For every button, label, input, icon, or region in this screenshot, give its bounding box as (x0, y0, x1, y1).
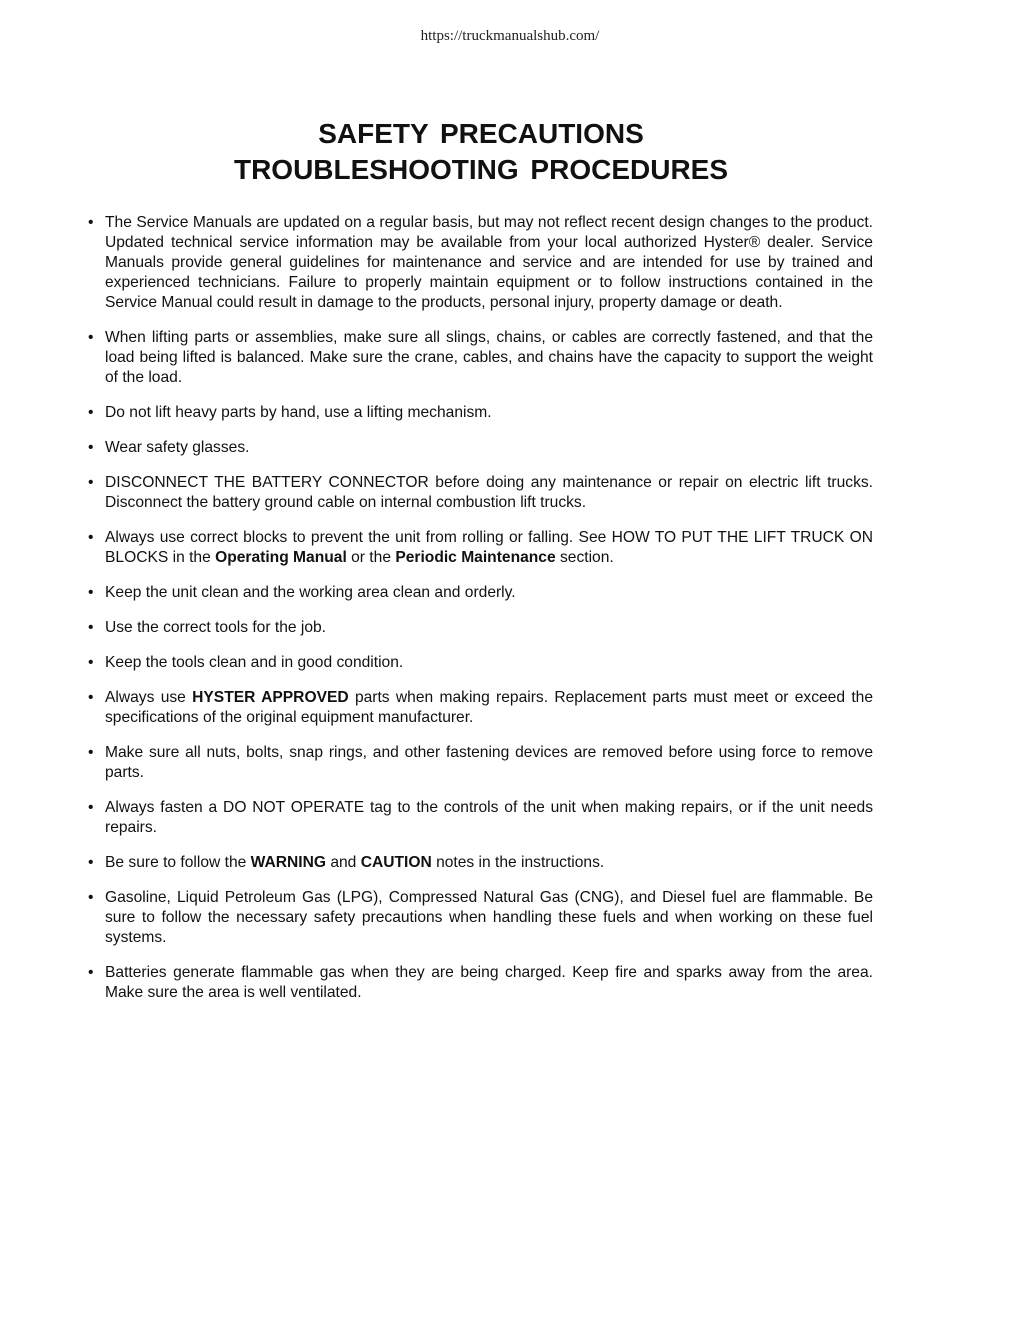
list-item-correct-tools (88, 618, 873, 638)
caution-emphasis: CAUTION (360, 854, 432, 871)
bullet-icon: • (88, 529, 94, 546)
list-item-lifting-mechanism (88, 403, 873, 423)
list-item-text: Do not lift heavy parts by hand, use a lifting mechanism. (105, 404, 492, 421)
source-url: https://truckmanualshub.com/ (420, 28, 600, 44)
bullet-icon: • (88, 439, 94, 456)
text-run: notes in the instructions. (431, 854, 605, 871)
list-item-text: Batteries generate flammable gas when they are being charged. Keep fire and sparks away from the area. Make sure the area is well ventilated. (105, 964, 873, 1001)
list-item-fasteners (88, 743, 873, 783)
list-item-clean-tools (88, 653, 873, 673)
list-item-do-not-operate-tag (88, 798, 873, 838)
operating-manual-reference: Operating Manual (215, 549, 347, 566)
text-run: section. (555, 549, 614, 566)
safety-precautions-list (88, 213, 873, 1018)
text-run: Always use correct blocks to prevent the unit from rolling or falling. See HOW TO PUT THE LIFT TRUCK ON BLOCKS in the (105, 529, 873, 566)
warning-emphasis: WARNING (250, 854, 326, 871)
list-item-text: Always fasten a DO NOT OPERATE tag to the controls of the unit when making repairs, or if the unit needs repairs. (105, 799, 873, 836)
bullet-icon: • (88, 889, 94, 906)
list-item-blocks (88, 528, 873, 568)
list-item-text: Keep the unit clean and the working area clean and orderly. (105, 584, 516, 601)
bullet-icon: • (88, 654, 94, 671)
text-run: parts when making repairs. Replacement parts must meet or exceed the specifications of the original equipment manufacturer. (105, 689, 873, 726)
bullet-icon: • (88, 474, 94, 491)
list-item-approved-parts (88, 688, 873, 728)
list-item-flammable-fuels (88, 888, 873, 948)
list-item-text (105, 529, 873, 566)
title-line-1: SAFETY PRECAUTIONS (318, 118, 644, 149)
bullet-icon: • (88, 854, 94, 871)
list-item-text: DISCONNECT THE BATTERY CONNECTOR before doing any maintenance or repair on electric lift trucks. Disconnect the battery ground cable on internal combustion lift trucks. (105, 474, 873, 511)
list-item-text (105, 689, 873, 726)
text-run: Always use (105, 689, 193, 706)
list-item-text: Gasoline, Liquid Petroleum Gas (LPG), Compressed Natural Gas (CNG), and Diesel fuel are flammable. Be sure to follow the necessary safety precautions when handling these fuels and when working on these fuel systems. (105, 889, 873, 946)
bullet-icon: • (88, 584, 94, 601)
text-run: or the (346, 549, 396, 566)
bullet-icon: • (88, 404, 94, 421)
list-item-service-manuals (88, 213, 873, 313)
list-item-battery-gas (88, 963, 873, 1003)
periodic-maintenance-reference: Periodic Maintenance (395, 549, 556, 566)
list-item-text: Keep the tools clean and in good condition. (105, 654, 404, 671)
list-item-safety-glasses (88, 438, 873, 458)
hyster-approved-emphasis: HYSTER APPROVED (192, 689, 349, 706)
bullet-icon: • (88, 214, 94, 231)
text-run: and (326, 854, 361, 871)
title-line-2: TROUBLESHOOTING PROCEDURES (233, 154, 729, 185)
list-item-warning-caution (88, 853, 873, 873)
list-item-text: Wear safety glasses. (105, 439, 250, 456)
list-item-text: Make sure all nuts, bolts, snap rings, and other fastening devices are removed before using force to remove parts. (105, 744, 873, 781)
text-run: Be sure to follow the (105, 854, 251, 871)
bullet-icon: • (88, 799, 94, 816)
bullet-icon: • (88, 619, 94, 636)
bullet-icon: • (88, 964, 94, 981)
list-item-text: Use the correct tools for the job. (105, 619, 327, 636)
bullet-icon: • (88, 329, 94, 346)
list-item-text: When lifting parts or assemblies, make sure all slings, chains, or cables are correctly fastened, and that the load being lifted is balanced. Make sure the crane, cables, and chains have the capacity to support the weight of the load. (105, 329, 873, 386)
list-item-clean-unit (88, 583, 873, 603)
bullet-icon: • (88, 689, 94, 706)
page-title (0, 116, 962, 188)
list-item-text: The Service Manuals are updated on a regular basis, but may not reflect recent design changes to the product. Updated technical service information may be available from your local authorized Hyster® dealer. Service Manuals provide general guidelines for maintenance and service and are intended for use by trained and experienced technicians. Failure to properly maintain equipment or to follow instructions contained in the Service Manual could result in damage to the products, personal injury, property damage or death. (105, 214, 873, 311)
list-item-lifting (88, 328, 873, 388)
list-item-text (105, 854, 604, 871)
bullet-icon: • (88, 744, 94, 761)
list-item-battery-connector (88, 473, 873, 513)
